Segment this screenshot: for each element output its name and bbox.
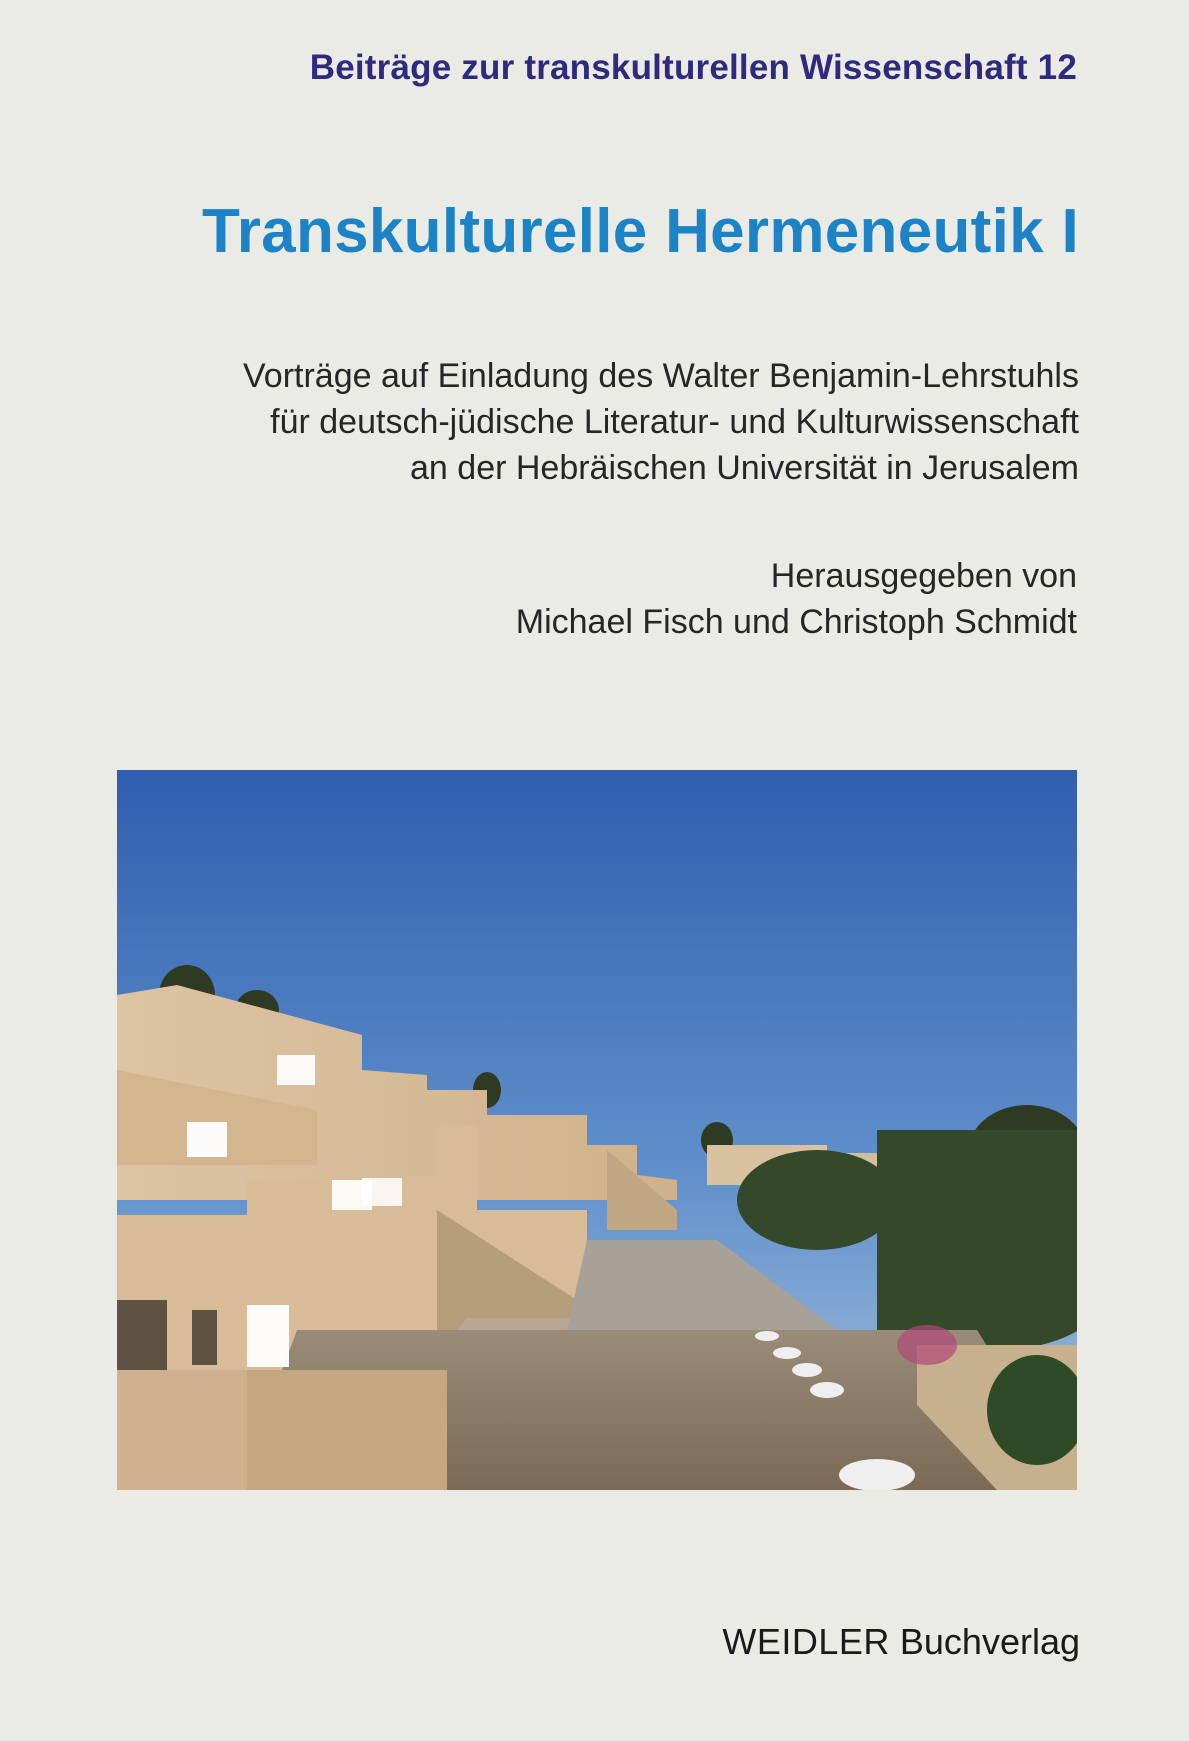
series-title: Beiträge zur transkulturellen Wissenschaft 12 bbox=[309, 48, 1077, 87]
cover-photo bbox=[117, 770, 1077, 1490]
editors-block bbox=[516, 553, 1077, 645]
publisher-name: WEIDLER bbox=[722, 1621, 890, 1662]
book-subtitle bbox=[243, 353, 1079, 491]
editors-names: Michael Fisch und Christoph Schmidt bbox=[515, 603, 1077, 641]
publisher bbox=[722, 1621, 1080, 1663]
editors-label: Herausgegeben von bbox=[770, 557, 1077, 595]
publisher-suffix: Buchverlag bbox=[899, 1621, 1080, 1662]
subtitle-line-1: Vorträge auf Einladung des Walter Benjamin-Lehrstuhls bbox=[243, 357, 1079, 395]
subtitle-line-3: an der Hebräischen Universität in Jerusalem bbox=[410, 449, 1079, 487]
book-title: Transkulturelle Hermeneutik I bbox=[201, 197, 1079, 266]
subtitle-line-2: für deutsch-jüdische Literatur- und Kulturwissenschaft bbox=[270, 403, 1079, 441]
